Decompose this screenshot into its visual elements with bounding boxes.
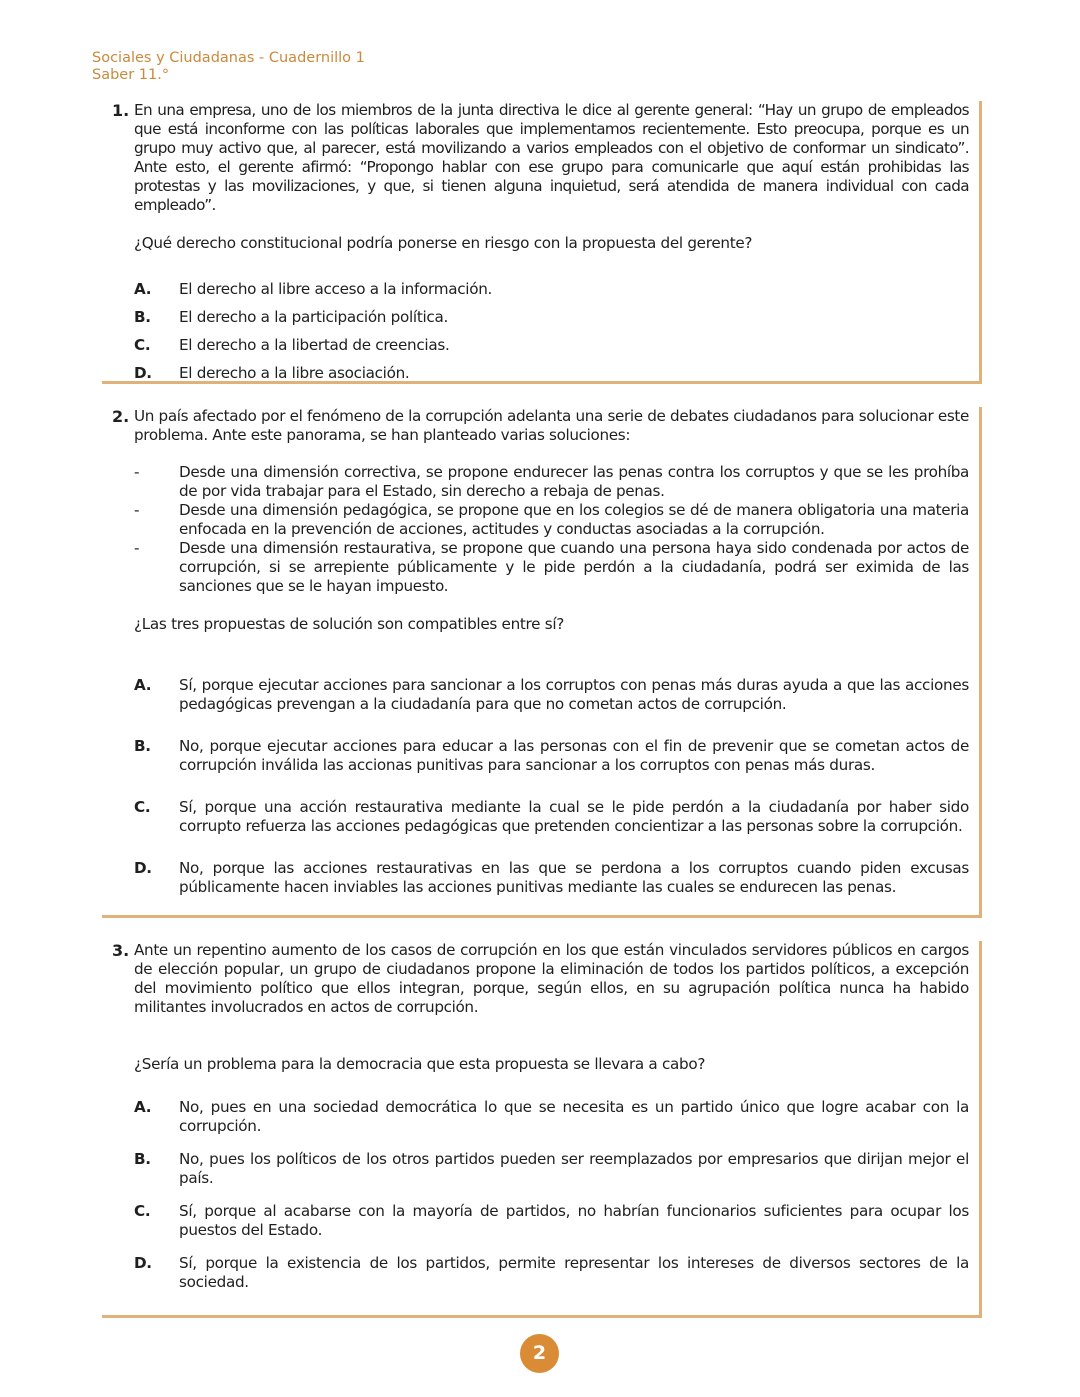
proposal-item [134, 501, 969, 539]
option-letter: A. [134, 676, 152, 694]
question-3 [102, 941, 982, 1318]
option-letter: A. [134, 280, 152, 298]
question-stem: En una empresa, uno de los miembros de la junta directiva le dice al gerente general: “Hay un grupo de empleados que está inconforme con las políticas laborales que implementamos recientemente. Esto preocupa, porque es un grupo muy activo que, al parecer, está movilizando a varios empleados con el objetivo de conformar un sindicato”. Ante esto, el gerente afirmó: “Propongo hablar con ese grupo para comunicarle que aquí están prohibidas las protestas y las movilizaciones, y que, si tienen alguna inquietud, será atendida de manera individual con cada empleado”. [134, 101, 969, 214]
page-number-badge: 2 [520, 1334, 559, 1373]
question-stem: Un país afectado por el fenómeno de la corrupción adelanta una serie de debates ciudadanos para solucionar este problema. Ante este panorama, se han planteado varias soluciones: [134, 407, 969, 444]
option-text: Sí, porque una acción restaurativa mediante la cual se le pide perdón a la ciudadanía por haber sido corrupto refuerza las acciones pedagógicas que pretenden concientizar a las personas sobre la corrupción. [179, 798, 969, 835]
option-c[interactable] [134, 336, 969, 355]
question-number: 2. [112, 407, 130, 426]
answer-options [134, 1098, 969, 1292]
option-text: El derecho a la libertad de creencias. [179, 336, 450, 354]
option-letter: D. [134, 1254, 152, 1272]
option-b[interactable] [134, 1150, 969, 1188]
answer-options [134, 676, 969, 897]
option-letter: B. [134, 737, 151, 755]
option-text: Sí, porque la existencia de los partidos, permite representar los intereses de diversos sectores de la sociedad. [179, 1254, 969, 1291]
proposal-item [134, 463, 969, 501]
option-b[interactable] [134, 308, 969, 327]
header-exam: Saber 11.° [92, 67, 170, 83]
option-a[interactable] [134, 1098, 969, 1136]
header-subject: Sociales y Ciudadanas - Cuadernillo 1 [92, 50, 365, 66]
option-letter: C. [134, 798, 151, 816]
question-number: 1. [112, 101, 130, 120]
question-prompt: ¿Las tres propuestas de solución son compatibles entre sí? [134, 615, 565, 633]
option-c[interactable] [134, 798, 969, 836]
question-1 [102, 101, 982, 384]
option-d[interactable] [134, 364, 969, 383]
proposal-text: Desde una dimensión pedagógica, se propone que en los colegios se dé de manera obligatoria una materia enfocada en la prevención de acciones, actitudes y conductas asociadas a la corrupción. [179, 501, 969, 538]
option-d[interactable] [134, 1254, 969, 1292]
proposal-item [134, 539, 969, 596]
option-letter: C. [134, 336, 151, 354]
bullet-dash: - [134, 539, 140, 557]
option-text: No, pues los políticos de los otros partidos pueden ser reemplazados por empresarios que dirijan mejor el país. [179, 1150, 969, 1187]
option-text: No, porque las acciones restaurativas en las que se perdona a los corruptos cuando piden excusas públicamente hacen inviables las acciones punitivas mediante las cuales se endurecen las penas. [179, 859, 969, 896]
bullet-dash: - [134, 501, 140, 519]
option-letter: B. [134, 1150, 151, 1168]
option-b[interactable] [134, 737, 969, 775]
option-letter: A. [134, 1098, 152, 1116]
option-text: Sí, porque ejecutar acciones para sancionar a los corruptos con penas más duras ayuda a que las acciones pedagógicas prevengan a la ciudadanía para que no cometan actos de corrupción. [179, 676, 969, 713]
proposal-text: Desde una dimensión restaurativa, se propone que cuando una persona haya sido condenada por actos de corrupción, si se arrepiente públicamente y le pide perdón a la ciudadanía, podrá ser eximida de las sanciones que se le hayan impuesto. [179, 539, 969, 595]
option-letter: D. [134, 364, 152, 382]
option-text: El derecho a la libre asociación. [179, 364, 410, 382]
option-a[interactable] [134, 280, 969, 299]
question-prompt: ¿Qué derecho constitucional podría ponerse en riesgo con la propuesta del gerente? [134, 234, 753, 252]
option-text: No, pues en una sociedad democrática lo que se necesita es un partido único que logre acabar con la corrupción. [179, 1098, 969, 1135]
answer-options [134, 280, 969, 383]
question-number: 3. [112, 941, 130, 960]
question-stem: Ante un repentino aumento de los casos de corrupción en los que están vinculados servidores públicos en cargos de elección popular, un grupo de ciudadanos propone la eliminación de todos los partidos políticos, a excepción del movimiento político que ellos integran, porque, según ellos, en su agrupación política nunca ha habido militantes involucrados en actos de corrupción. [134, 941, 969, 1016]
document-header [92, 50, 365, 84]
proposal-list [134, 463, 969, 596]
option-text: El derecho a la participación política. [179, 308, 448, 326]
option-d[interactable] [134, 859, 969, 897]
option-letter: D. [134, 859, 152, 877]
bullet-dash: - [134, 463, 140, 481]
option-letter: C. [134, 1202, 151, 1220]
question-prompt: ¿Sería un problema para la democracia que esta propuesta se llevara a cabo? [134, 1055, 706, 1073]
option-a[interactable] [134, 676, 969, 714]
option-letter: B. [134, 308, 151, 326]
question-2 [102, 407, 982, 918]
option-text: No, porque ejecutar acciones para educar a las personas con el fin de prevenir que se cometan actos de corrupción inválida las accionas punitivas para sancionar a los corruptos con penas más duras. [179, 737, 969, 774]
option-c[interactable] [134, 1202, 969, 1240]
option-text: El derecho al libre acceso a la información. [179, 280, 493, 298]
proposal-text: Desde una dimensión correctiva, se propone endurecer las penas contra los corruptos y que se les prohíba de por vida trabajar para el Estado, sin derecho a rebaja de penas. [179, 463, 969, 500]
option-text: Sí, porque al acabarse con la mayoría de partidos, no habrían funcionarios suficientes para ocupar los puestos del Estado. [179, 1202, 969, 1239]
